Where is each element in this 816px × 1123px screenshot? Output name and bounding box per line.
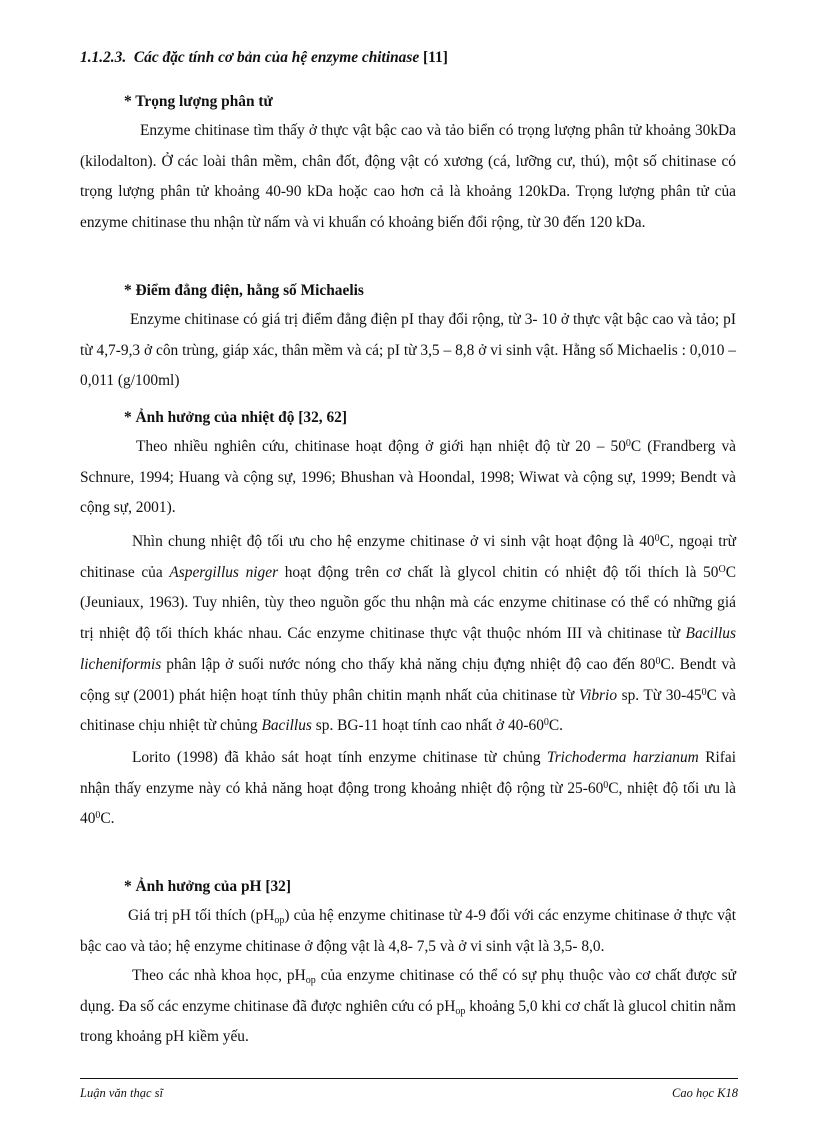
subheading-temperature: * Ảnh hưởng của nhiệt độ [32, 62] bbox=[124, 409, 348, 426]
paragraph-ph-1: Giá trị pH tối thích $(pH_{op})$ của hệ enzyme chitinase từ 4-9 đối với các enzyme chitinase ở thực vật bậc cao và tảo; hệ enzyme chitinase ở động vật là 4,8- 7,5 và ở vi sinh vật là 3,5- 8,0. bbox=[80, 907, 737, 955]
footer-right-text: Cao học K18 bbox=[672, 1086, 738, 1100]
species-name: Aspergillus niger bbox=[169, 563, 279, 581]
paragraph-temperature-2: Nhìn chung nhiệt độ tối ưu cho hệ enzyme chitinase ở vi sinh vật hoạt động là $40^0C$, ngoại trừ chitinase của Aspergillus niger hoạt động trên cơ chất là glycol chitin có nhiệt độ tối thích là $50^OC$ (Jeuniaux, 1963). Tuy nhiên, tùy theo nguồn gốc thu nhận mà các enzyme chitinase có thể có những giá trị nhiệt độ tối thích khác nhau. Các enzyme chitinase thực vật thuộc nhóm III và chitinase từ Bacillus licheniformis phân lập ở suối nước nóng cho thấy khả năng chịu đựng nhiệt độ cao đến $80^0C$. Bendt và cộng sự (2001) phát hiện hoạt tính thủy phân chitin mạnh nhất của chitinase từ Vibrio sp. Từ $30-45^0C$ và chitinase chịu nhiệt từ chủng Bacillus sp. BG-11 hoạt tính cao nhất ở $40-60^0C$. bbox=[80, 533, 737, 735]
subheading-ph: * Ảnh hưởng của pH [32] bbox=[124, 878, 291, 895]
paragraph-isoelectric-point: Enzyme chitinase có giá trị điểm đẳng điện pI thay đổi rộng, từ 3- 10 ở thực vật bậc cao và tảo; pI từ 4,7-9,3 ở côn trùng, giáp xác, thân mềm và cá; pI từ 3,5 – 8,8 ở vi sinh vật. Hằng số Michaelis : 0,010 – 0,011 (g/100ml) bbox=[80, 311, 736, 390]
paragraph-molecular-weight: Enzyme chitinase tìm thấy ở thực vật bậc cao và tảo biển có trọng lượng phân tử khoảng 30kDa (kilodalton). Ở các loài thân mềm, chân đốt, động vật có xương (cá, lưỡng cư, thú), một số chitinase có trọng lượng phân tử khoảng 40-90 kDa hoặc cao hơn cả là khoảng 120kDa. Trọng lượng phân tử của enzyme chitinase thu nhận từ nấm và vi khuẩn có khoảng biến đổi rộng, từ 30 đến 120 kDa. bbox=[80, 122, 736, 232]
section-number: 1.1.2.3. bbox=[80, 49, 127, 66]
species-name: Bacillus bbox=[261, 717, 312, 735]
paragraph-ph-2: Theo các nhà khoa học, $pH_{op}$ của enzyme chitinase có thể có sự phụ thuộc vào cơ chất được sử dụng. Đa số các enzyme chitinase đã được nghiên cứu có $pH_{op}$ khoảng 5,0 khi cơ chất là glucol chitin nằm trong khoảng pH kiềm yếu. bbox=[80, 967, 737, 1046]
paragraph-temperature-3: Lorito (1998) đã khảo sát hoạt tính enzyme chitinase từ chủng Trichoderma harzianum Rifai nhận thấy enzyme này có khả năng hoạt động trong khoảng nhiệt độ rộng từ $25-60^0C$, nhiệt độ tối ưu là $40^0C$. bbox=[80, 749, 736, 828]
footer-left-text: Luận văn thạc sĩ bbox=[80, 1086, 163, 1100]
species-name: Bacillus licheniformis bbox=[80, 625, 736, 673]
subheading-molecular-weight: * Trọng lượng phân tử bbox=[124, 93, 273, 110]
section-title: Các đặc tính cơ bản của hệ enzyme chitinase bbox=[133, 49, 420, 66]
footer-divider bbox=[80, 1078, 738, 1079]
section-heading bbox=[80, 49, 448, 67]
paragraph-temperature-1: Theo nhiều nghiên cứu, chitinase hoạt động ở giới hạn nhiệt độ từ $20 - 50^0C$ (Frandberg và Schnure, 1994; Huang và cộng sự, 1996; Bhushan và Hoondal, 1998; Wiwat và cộng sự, 1999; Bendt và cộng sự, 2001). bbox=[80, 438, 736, 517]
species-name: Trichoderma harzianum bbox=[546, 749, 699, 766]
subheading-isoelectric-point: * Điểm đẳng điện, hằng số Michaelis bbox=[124, 282, 364, 299]
section-ref: [11] bbox=[423, 49, 448, 66]
species-name: Vibrio bbox=[578, 686, 618, 704]
